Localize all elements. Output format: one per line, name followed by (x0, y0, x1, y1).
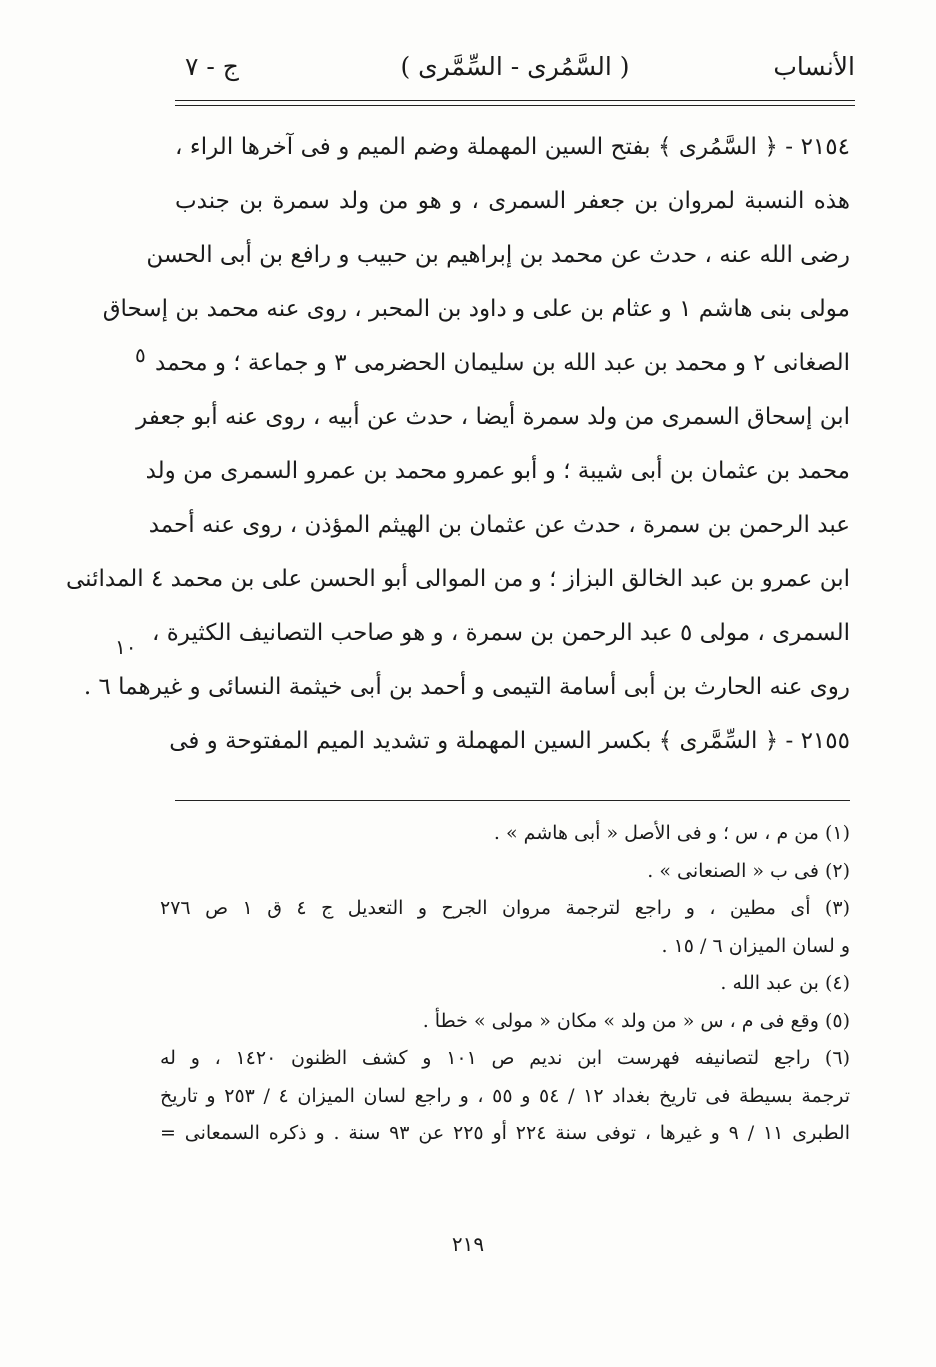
text-line: الصغانى ٢ و محمد بن عبد الله بن سليمان الحضرمى ٣ و جماعة ؛ و محمد (155, 350, 850, 376)
volume-label: ج - ٧ (185, 52, 239, 81)
book-title: الأنساب (773, 52, 855, 81)
footnotes (160, 815, 850, 1153)
text-line: هذه النسبة لمروان بن جعفر السمرى ، و هو من ولد سمرة بن جندب (175, 188, 850, 214)
text-line: عبد الرحمن بن سمرة ، حدث عن عثمان بن الهيثم المؤذن ، روى عنه أحمد (148, 512, 850, 538)
footnote-line: ترجمة بسيطة فى تاريخ بغداد ١٢ / ٥٤ و ٥٥ ، و راجع لسان الميزان ٤ / ٢٥٣ و تاريخ (160, 1084, 851, 1107)
margin-line-number-5: ٥ (135, 343, 146, 367)
footnote-line: (١) من م ، س ؛ و فى الأصل « أبى هاشم » . (493, 822, 850, 844)
footnote-line: (٥) وقع فى م ، س « من ولد » مكان « مولى » خطأ . (422, 1009, 850, 1032)
header-rule-top (175, 100, 855, 101)
footnote-line: (٤) بن عبد الله . (720, 972, 850, 994)
footnote-separator (175, 800, 850, 801)
running-head: ( السَّمُرى - السِّمَّرى ) (400, 52, 630, 81)
text-line: محمد بن عثمان بن أبى شيبة ؛ و أبو عمرو محمد بن عمرو السمرى من ولد (145, 458, 850, 484)
running-header (175, 52, 855, 96)
text-line: روى عنه الحارث بن أبى أسامة التيمى و أحمد بن أبى خيثمة النسائى و غيرهما ٦ . (83, 674, 850, 700)
page-number: ٢١٩ (451, 1232, 485, 1256)
header-rule-bottom (175, 105, 855, 106)
text-line: مولى بنى هاشم ١ و عثام بن على و داود بن المحبر ، روى عنه محمد بن إسحاق (102, 296, 850, 322)
text-line: ابن إسحاق السمرى من ولد سمرة أيضا ، حدث عن أبيه ، روى عنه أبو جعفر (136, 404, 850, 430)
text-line: السمرى ، مولى ٥ عبد الرحمن بن سمرة ، و هو صاحب التصانيف الكثيرة ، (152, 620, 850, 646)
margin-line-number-10: ١٠ (115, 635, 137, 659)
footnote-line: (٢) فى ب « الصنعانى » . (647, 859, 850, 882)
text-line: ابن عمرو بن عبد الخالق البزاز ؛ و من الموالى أبو الحسن على بن محمد ٤ المدائنى (65, 566, 850, 592)
text-line: رضى الله عنه ، حدث عن محمد بن إبراهيم بن حبيب و رافع بن أبى الحسن (146, 242, 850, 268)
footnote-line: الطبرى ١١ / ٩ و غيرها ، توفى سنة ٢٢٤ أو ٢٢٥ عن ٩٣ سنة . و ذكره السمعانى = (160, 1122, 850, 1144)
text-line: ٢١٥٥ - ﴿ السِّمَّرى ﴾ بكسر السين المهملة و تشديد الميم المفتوحة و فى (169, 728, 850, 754)
footnote-line: و لسان الميزان ٦ / ١٥ . (661, 934, 850, 957)
footnote-line: (٣) أى مطين ، و راجع لترجمة مروان الجرح و التعديل ج ٤ ق ١ ص ٢٧٦ (160, 897, 850, 919)
text-line: ٢١٥٤ - ﴿ السَّمُرى ﴾ بفتح السين المهملة وضم الميم و فى آخرها الراء ، (175, 134, 850, 160)
footnote-line: (٦) راجع لتصانيفه فهرست ابن نديم ص ١٠١ و كشف الظنون ١٤٢٠ ، و له (160, 1047, 850, 1069)
